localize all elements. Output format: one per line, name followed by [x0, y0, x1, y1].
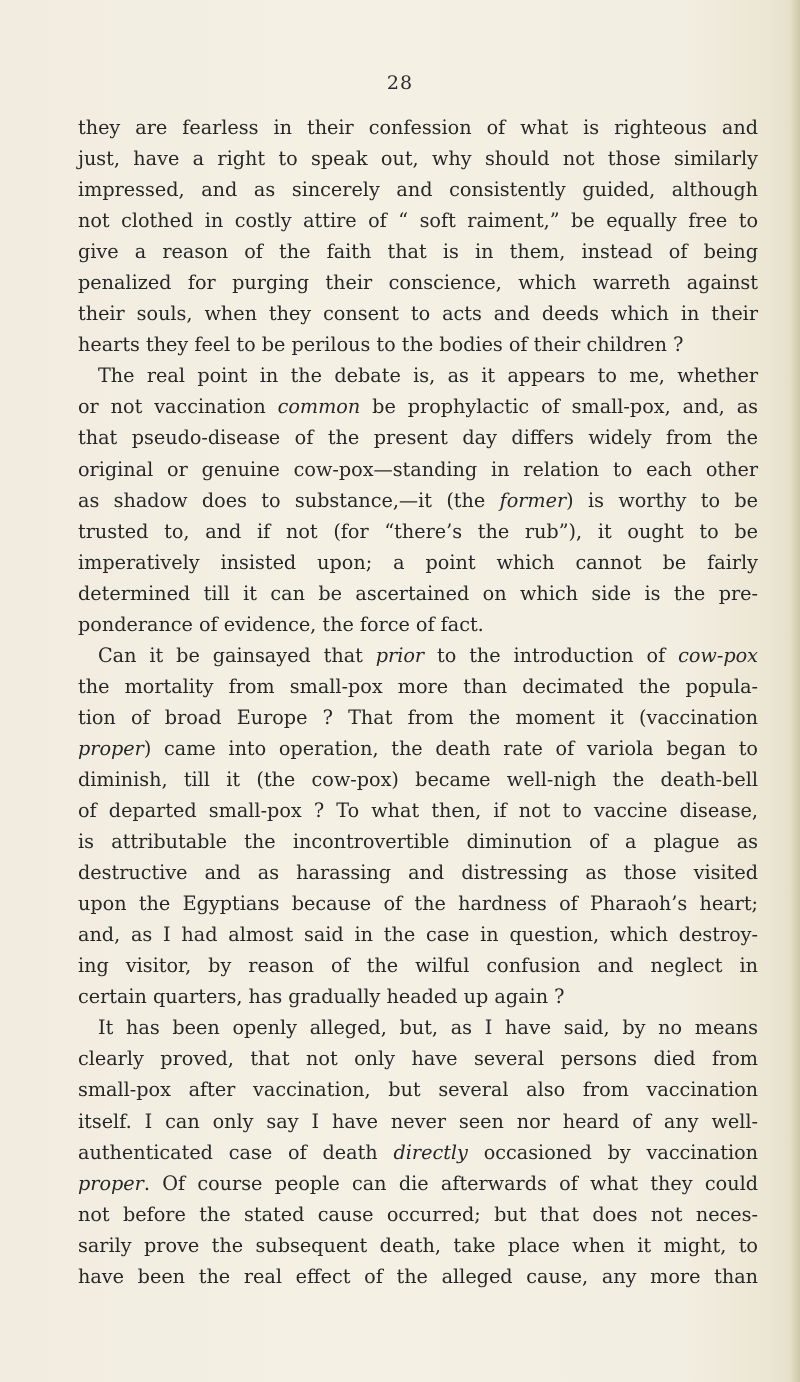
- text-line: [78, 609, 758, 640]
- italic-text: prior: [375, 643, 425, 667]
- text-segment: imperatively insisted upon; a point which cannot be fairly: [78, 550, 758, 574]
- text-line: [78, 857, 758, 888]
- text-segment: ponderance of evidence, the force of fact.: [78, 612, 484, 636]
- text-segment: of departed small-pox ? To what then, if not to vaccine disease,: [78, 799, 758, 823]
- page-edge-shadow: [790, 0, 800, 1382]
- text-line: [78, 454, 758, 485]
- text-segment: is attributable the incontrovertible diminution of a plague as: [78, 830, 758, 854]
- italic-text: former: [499, 488, 567, 512]
- text-segment: It has been openly alleged, but, as I have said, by no means: [98, 1016, 758, 1040]
- italic-text: common: [277, 395, 361, 419]
- text-segment: original or genuine cow-pox—standing in relation to each other: [78, 457, 758, 481]
- text-line: [78, 578, 758, 609]
- text-segment: ) is worthy to be: [566, 488, 758, 512]
- text-line: [78, 236, 758, 267]
- text-line: [78, 298, 758, 329]
- text-segment: not before the stated cause occurred; but that does not neces-: [78, 1202, 758, 1226]
- text-line: [78, 919, 758, 950]
- text-segment: trusted to, and if not (for “there’s the rub”), it ought to be: [78, 519, 758, 543]
- text-line: [78, 205, 758, 236]
- text-segment: sarily prove the subsequent death, take place when it might, to: [78, 1233, 758, 1257]
- body-text: [78, 112, 758, 1292]
- text-segment: just, have a right to speak out, why should not those similarly: [78, 147, 758, 171]
- italic-text: cow-pox: [678, 643, 758, 667]
- text-segment: upon the Egyptians because of the hardness of Pharaoh’s heart;: [78, 892, 758, 916]
- text-segment: that pseudo-disease of the present day differs widely from the: [78, 426, 758, 450]
- text-line: [78, 143, 758, 174]
- text-line: [78, 795, 758, 826]
- text-line: [78, 547, 758, 578]
- text-line: [78, 174, 758, 205]
- text-segment: give a reason of the faith that is in them, instead of being: [78, 240, 758, 264]
- text-segment: to the introduction of: [424, 643, 679, 667]
- text-line: [78, 764, 758, 795]
- italic-text: proper: [78, 736, 144, 760]
- text-line: [78, 391, 758, 422]
- text-segment: Can it be gainsayed that: [98, 643, 376, 667]
- text-line: [78, 640, 758, 671]
- text-segment: authenticated case of death: [78, 1140, 394, 1164]
- text-line: [78, 516, 758, 547]
- text-segment: the mortality from small-pox more than decimated the popula-: [78, 674, 758, 698]
- text-line: [78, 702, 758, 733]
- text-segment: clearly proved, that not only have several persons died from: [78, 1047, 758, 1071]
- text-line: [78, 112, 758, 143]
- text-segment: determined till it can be ascertained on which side is the pre-: [78, 581, 758, 605]
- text-segment: certain quarters, has gradually headed up again ?: [78, 985, 565, 1009]
- text-line: [78, 1074, 758, 1105]
- text-segment: The real point in the debate is, as it appears to me, whether: [98, 364, 758, 388]
- text-line: [78, 329, 758, 360]
- text-segment: not clothed in costly attire of “ soft raiment,” be equally free to: [78, 209, 758, 233]
- text-segment: small-pox after vaccination, but several also from vaccination: [78, 1078, 758, 1102]
- text-line: [78, 422, 758, 453]
- text-line: [78, 1230, 758, 1261]
- text-line: [78, 826, 758, 857]
- text-segment: have been the real effect of the alleged cause, any more than: [78, 1264, 758, 1288]
- text-segment: or not vaccination: [78, 395, 278, 419]
- text-line: [78, 485, 758, 516]
- italic-text: proper: [78, 1171, 144, 1195]
- text-segment: impressed, and as sincerely and consistently guided, although: [78, 178, 758, 202]
- text-line: [78, 1012, 758, 1043]
- text-line: [78, 267, 758, 298]
- text-segment: as shadow does to substance,—it (the: [78, 488, 500, 512]
- text-segment: tion of broad Europe ? That from the moment it (vaccination: [78, 705, 758, 729]
- text-line: [78, 1261, 758, 1292]
- text-line: [78, 981, 758, 1012]
- italic-text: directly: [393, 1140, 468, 1164]
- text-segment: penalized for purging their conscience, which warreth against: [78, 271, 758, 295]
- text-segment: diminish, till it (the cow-pox) became well-nigh the death-bell: [78, 767, 758, 791]
- text-line: [78, 1106, 758, 1137]
- text-segment: they are fearless in their confession of what is righteous and: [78, 116, 758, 139]
- text-segment: be prophylactic of small-pox, and, as: [360, 395, 759, 419]
- text-line: [78, 360, 758, 391]
- text-segment: hearts they feel to be perilous to the bodies of their children ?: [78, 333, 684, 357]
- text-segment: ) came into operation, the death rate of variola began to: [143, 736, 758, 760]
- text-segment: ing visitor, by reason of the wilful confusion and neglect in: [78, 954, 758, 978]
- text-line: [78, 671, 758, 702]
- text-line: [78, 1168, 758, 1199]
- text-segment: their souls, when they consent to acts and deeds which in their: [78, 302, 758, 326]
- text-segment: . Of course people can die afterwards of what they could: [143, 1171, 758, 1195]
- text-line: [78, 1043, 758, 1074]
- text-line: [78, 1137, 758, 1168]
- page-number: 28: [386, 72, 414, 94]
- text-line: [78, 888, 758, 919]
- text-segment: and, as I had almost said in the case in question, which destroy-: [78, 923, 758, 947]
- text-segment: itself. I can only say I have never seen nor heard of any well-: [78, 1109, 758, 1133]
- text-segment: destructive and as harassing and distressing as those visited: [78, 861, 758, 885]
- text-line: [78, 733, 758, 764]
- text-segment: occasioned by vaccination: [467, 1140, 758, 1164]
- text-line: [78, 950, 758, 981]
- text-line: [78, 1199, 758, 1230]
